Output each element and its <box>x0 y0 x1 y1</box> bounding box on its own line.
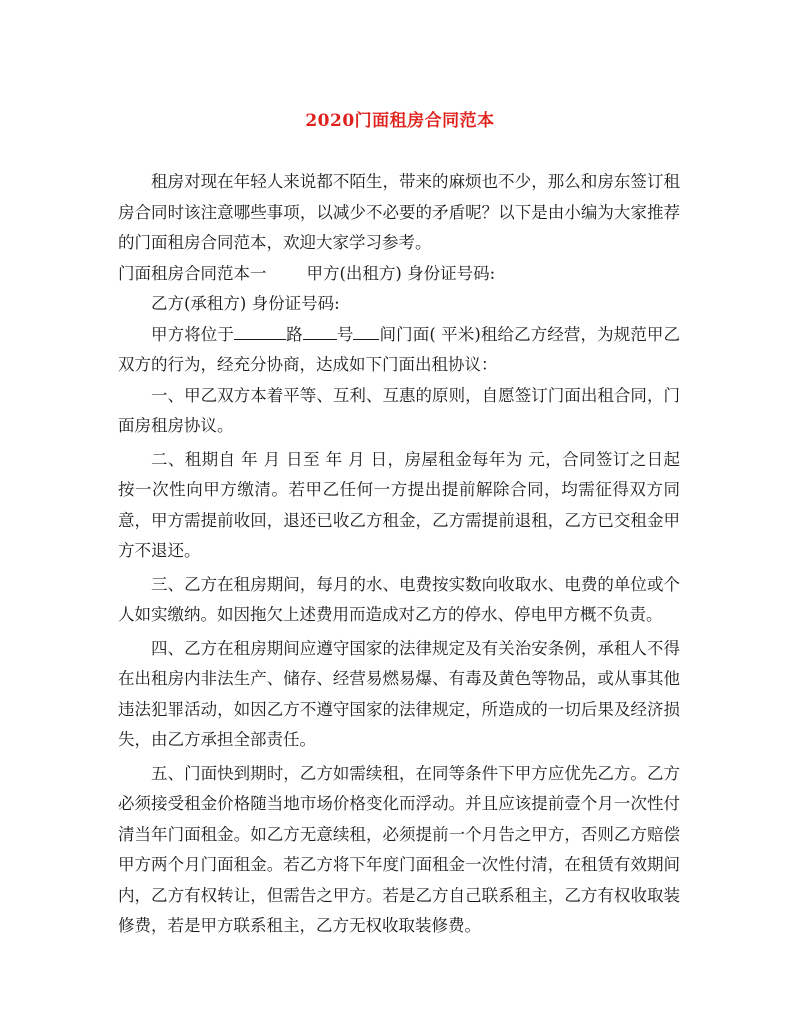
clause-3: 三、乙方在租房期间，每月的水、电费按实数向收取水、电费的单位或个人如实缴纳。如因拖欠上述费用而造成对乙方的停水、停电甲方概不负责。 <box>118 574 680 624</box>
section-heading: 门面租房合同范本一 <box>118 263 267 283</box>
party-b-line: 乙方(承租方) 身份证号码: <box>151 294 340 313</box>
location-paragraph <box>118 320 680 381</box>
party-a-line: 甲方(出租方) 身份证号码: <box>306 263 496 283</box>
address-blank <box>234 325 286 340</box>
location-number: 号 <box>336 324 354 344</box>
room-blank <box>353 325 379 340</box>
document-title: 2020门面租房合同范本 <box>305 111 495 131</box>
intro-paragraph: 租房对现在年轻人来说都不陌生，带来的麻烦也不少，那么和房东签订租房合同时该注意哪些事项，以减少不必要的矛盾呢？以下是由小编为大家推荐的门面租房合同范本，欢迎大家学习参考。 <box>118 172 680 252</box>
clause-5: 五、门面快到期时，乙方如需续租，在同等条件下甲方应优先乙方。乙方必须接受租金价格随当地市场价格变化而浮动。并且应该提前壹个月一次性付清当年门面租金。如乙方无意续租，必须提前一个月告之甲方，否则乙方赔偿甲方两个月门面租金。若乙方将下年度门面租金一次性付清，在租赁有效期间内，乙方有权转让，但需告之甲方。若是乙方自己联系租主，乙方有权收取装修费，若是甲方联系租主，乙方无权收取装修费。 <box>118 763 680 935</box>
location-prefix: 甲方将位于 <box>151 324 235 344</box>
location-road: 路 <box>286 324 303 344</box>
clause-1: 一、甲乙双方本着平等、互利、互惠的原则，自愿签订门面出租合同，门面房租房协议。 <box>118 385 680 435</box>
clause-2: 二、租期自 年 月 日至 年 月 日，房屋租金每年为 元，合同签订之日起按一次性向甲方缴清。若甲乙任何一方提出提前解除合同，均需征得双方同意，甲方需提前收回，退还已收乙方租金，乙方需提前退租，乙方已交租金甲方不退还。 <box>118 449 680 560</box>
location-room: 间门面( 平米)租给乙方经营，为规范甲乙双方的行为，经充分协商，达成如下门面出租协议： <box>118 324 681 374</box>
clause-4: 四、乙方在租房期间应遵守国家的法律规定及有关治安条例，承租人不得在出租房内非法生产、储存、经营易燃易爆、有毒及黄色等物品，或从事其他违法犯罪活动，如因乙方不遵守国家的法律规定，所造成的一切后果及经济损失，由乙方承担全部责任。 <box>118 638 680 749</box>
road-number-blank <box>303 325 337 340</box>
document-body <box>118 167 680 942</box>
section-heading-line <box>118 259 680 290</box>
